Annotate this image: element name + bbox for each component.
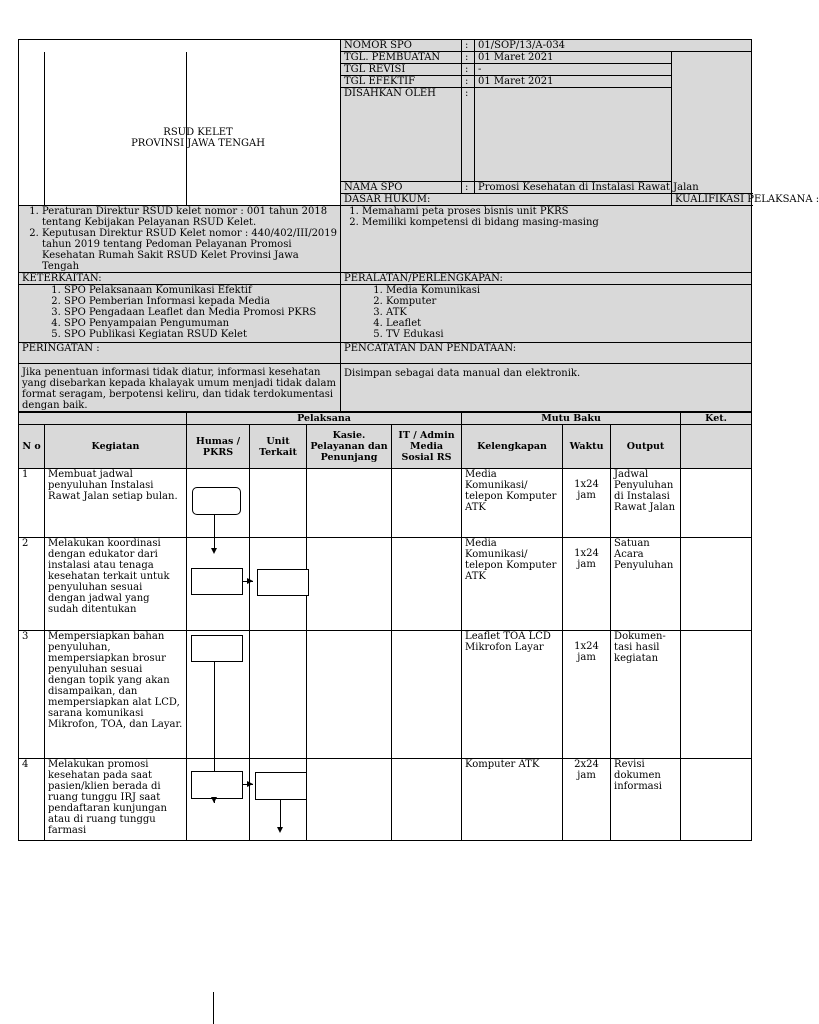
org-name: RSUD KELET <box>163 127 233 139</box>
row-kegiatan: Mempersiapkan bahan penyuluhan, mempersiapkan brosur penyuluhan sesuai dengan topik yang akan disampaikan, dan mempersiapkan alat LCD, sarana komunikasi Mikrofon, TOA, dan Layar. <box>45 631 187 759</box>
pencatatan-title: PENCATATAN DAN PENDATAAN: <box>341 343 752 364</box>
keterkaitan-item: 1. SPO Pelaksanaan Komunikasi Efektif <box>64 285 337 296</box>
peralatan-title: PERALATAN/PERLENGKAPAN: <box>341 273 752 285</box>
flow-connector <box>214 514 215 538</box>
peringatan-title: PERINGATAN : <box>19 343 341 364</box>
flow-connector <box>214 538 215 548</box>
row-output: Dokumen-tasi hasil kegiatan <box>611 631 681 759</box>
label-tgl-efektif: TGL EFEKTIF <box>341 76 462 88</box>
col-waktu: Waktu <box>563 425 611 469</box>
col-unit-terkait: Unit Terkait <box>250 425 307 469</box>
col-output: Output <box>611 425 681 469</box>
flow-arrow-down <box>211 797 217 803</box>
flow-arrow-down <box>277 827 283 833</box>
flow-humas <box>187 631 250 759</box>
label-tgl-pembuatan: TGL. PEMBUATAN <box>341 52 462 64</box>
flow-process-box <box>191 771 243 799</box>
colon: : <box>462 40 475 52</box>
row-kelengkapan: Leaflet TOA LCD Mikrofon Layar <box>462 631 563 759</box>
flow-process-box <box>257 569 309 596</box>
dasar-hukum-list <box>19 206 341 273</box>
peralatan-list <box>341 285 752 343</box>
col-it-admin: IT / Admin Media Sosial RS <box>392 425 462 469</box>
kualifikasi-title: KUALIFIKASI PELAKSANA : <box>672 194 752 206</box>
flow-humas <box>187 538 250 631</box>
peralatan-item: 4. Leaflet <box>386 318 748 329</box>
flow-process-box <box>255 772 307 800</box>
flow-humas <box>187 469 250 538</box>
col-no: N o <box>19 425 45 469</box>
kualifikasi-list <box>341 206 752 273</box>
row-waktu: 2x24 jam <box>563 759 611 841</box>
label-nama-spo: NAMA SPO <box>341 182 462 194</box>
value-tgl-efektif: 01 Maret 2021 <box>475 76 672 88</box>
flow-process-box <box>191 568 243 595</box>
keterkaitan-item: 2. SPO Pemberian Informasi kepada Media <box>64 296 337 307</box>
keterkaitan-item: 4. SPO Penyampaian Pengumuman <box>64 318 337 329</box>
org-province: PROVINSI JAWA TENGAH <box>131 138 265 150</box>
keterkaitan-item: 5. SPO Publikasi Kegiatan RSUD Kelet <box>64 329 337 340</box>
flow-start-terminal <box>192 487 241 515</box>
row-number: 1 <box>19 469 45 538</box>
peralatan-item: 3. ATK <box>386 307 748 318</box>
label-disahkan-oleh: DISAHKAN OLEH <box>341 88 462 182</box>
kualifikasi-item: 1. Memahami peta proses bisnis unit PKRS <box>362 206 748 217</box>
group-pelaksana: Pelaksana <box>187 413 462 425</box>
kualifikasi-item: 2. Memiliki kompetensi di bidang masing-masing <box>362 217 748 228</box>
col-ket: Ket. <box>681 413 752 425</box>
row-waktu: 1x24 jam <box>563 469 611 538</box>
flow-connector <box>214 661 215 759</box>
row-kegiatan: Melakukan koordinasi dengan edukator dari instalasi atau tenaga kesehatan terkait untuk penyuluhan sesuai dengan jadwal yang sudah ditentukan <box>45 538 187 631</box>
row-kegiatan: Melakukan promosi kesehatan pada saat pasien/klien berada di ruang tunggu IRJ saat pendaftaran kunjungan atau di ruang tunggu farmasi <box>45 759 187 841</box>
row-kelengkapan: Media Komunikasi/ telepon Komputer ATK <box>462 538 563 631</box>
row-kelengkapan: Media Komunikasi/ telepon Komputer ATK <box>462 469 563 538</box>
label-tgl-revisi: TGL REVISI <box>341 64 462 76</box>
table-row <box>19 469 752 538</box>
spo-activity-table <box>18 412 752 841</box>
flow-connector <box>214 759 215 771</box>
group-mutu-baku: Mutu Baku <box>462 413 681 425</box>
dasar-hukum-title: DASAR HUKUM: <box>341 194 672 206</box>
keterkaitan-item: 3. SPO Pengadaan Leaflet dan Media Promosi PKRS <box>64 307 337 318</box>
dasar-hukum-item: 2. Keputusan Direktur RSUD Kelet nomor : 440/402/III/2019 tahun 2019 tentang Pedoman Pelayanan Promosi Kesehatan Rumah Sakit RSUD Kelet Provinsi Jawa Tengah <box>42 228 337 272</box>
col-kelengkapan: Kelengkapan <box>462 425 563 469</box>
spo-document <box>18 39 819 841</box>
flow-arrow-down <box>211 548 217 554</box>
value-disahkan-oleh <box>475 88 672 182</box>
row-number: 3 <box>19 631 45 759</box>
org-block <box>45 52 265 206</box>
col-humas: Humas / PKRS <box>187 425 250 469</box>
row-output: Satuan Acara Penyuluhan <box>611 538 681 631</box>
row-number: 2 <box>19 538 45 631</box>
peralatan-item: 2. Komputer <box>386 296 748 307</box>
row-kegiatan: Membuat jadwal penyuluhan Instalasi Rawat Jalan setiap bulan. <box>45 469 187 538</box>
peralatan-item: 1. Media Komunikasi <box>386 285 748 296</box>
flow-unit-terkait <box>250 759 307 841</box>
row-output: Jadwal Penyuluhan di Instalasi Rawat Jalan <box>611 469 681 538</box>
label-nomor-spo: NOMOR SPO <box>341 40 462 52</box>
col-kegiatan: Kegiatan <box>45 425 187 469</box>
table-row <box>19 538 752 631</box>
peralatan-item: 5. TV Edukasi <box>386 329 748 340</box>
row-waktu: 1x24 jam <box>563 538 611 631</box>
row-waktu: 1x24 jam <box>563 631 611 759</box>
peringatan-text: Jika penentuan informasi tidak diatur, informasi kesehatan yang disebarkan kepada khalayak umum menjadi tidak dalam format seragam, berpotensi keliru, dan tidak terdokumentasi dengan baik. <box>19 364 341 412</box>
table-row <box>19 759 752 841</box>
col-kasie: Kasie. Pelayanan dan Penunjang <box>307 425 392 469</box>
value-tgl-revisi: - <box>475 64 672 76</box>
flow-process-box <box>191 635 243 662</box>
flow-unit-terkait <box>250 538 307 631</box>
spo-header-table: NOMOR SPO : 01/SOP/13/A-034 RSUD KELET PROVINSI JAWA TENGAH TGL. PEMBUATAN : 01 Maret 2021 TGL REVISI : - TGL EFEKTIF : 01 Maret 2021 DISAHKAN OLEH : NAMA SPO : Promosi Kesehatan di Instalasi Rawat Jalan DASAR HUKUM: KUALIFIKASI PELAKSANA : 1. Peraturan Direktur RSUD kelet nomor : 001 tahun 2018 tentang Kebijakan Pelayanan RSUD Kelet. 2. Keputusan Direktur RSUD Kelet nomor : 440/402/III/2019 tahun 2019 tentang Pedoman Pelayanan Promosi Kesehatan Rumah Sakit RSUD Kelet Provinsi Jawa Tengah 1. Memahami peta proses bisnis unit PKRS 2. Memiliki kompetensi di bidang masing-masing KETERKAITAN: PERALATAN/PERLENGKAPAN: 1. SPO Pelaksanaan Komunikasi Efektif 2. SPO Pemberian Informasi kepada Media 3. SPO Pengadaan Leaflet dan Media Promosi PKRS 4. SPO Penyampaian Pengumuman 5. SPO Publikasi Kegiatan RSUD Kelet 1. Media Komunikasi 2. Komputer 3. ATK 4. Leaflet 5. TV Edukasi PERINGATAN : PENCATATAN DAN PENDATAAN: Jika penentuan informasi tidak diatur, informasi kesehatan yang disebarkan kepada khalayak umum menjadi tidak dalam format seragam, berpotensi keliru, dan tidak terdokumentasi dengan baik. Disimpan sebagai data manual dan elektronik. <box>18 39 752 412</box>
flow-humas <box>187 759 250 841</box>
value-tgl-pembuatan: 01 Maret 2021 <box>475 52 672 64</box>
flow-connector-continuation <box>213 992 214 1024</box>
value-nomor-spo: 01/SOP/13/A-034 <box>475 40 752 52</box>
row-number: 4 <box>19 759 45 841</box>
table-row <box>19 631 752 759</box>
dasar-hukum-item: 1. Peraturan Direktur RSUD kelet nomor : 001 tahun 2018 tentang Kebijakan Pelayanan RSUD Kelet. <box>42 206 337 228</box>
pencatatan-text: Disimpan sebagai data manual dan elektronik. <box>341 364 752 412</box>
row-kelengkapan: Komputer ATK <box>462 759 563 841</box>
value-nama-spo: Promosi Kesehatan di Instalasi Rawat Jalan <box>475 182 752 194</box>
flow-connector <box>280 799 281 827</box>
keterkaitan-list <box>19 285 341 343</box>
row-output: Revisi dokumen informasi <box>611 759 681 841</box>
keterkaitan-title: KETERKAITAN: <box>19 273 341 285</box>
